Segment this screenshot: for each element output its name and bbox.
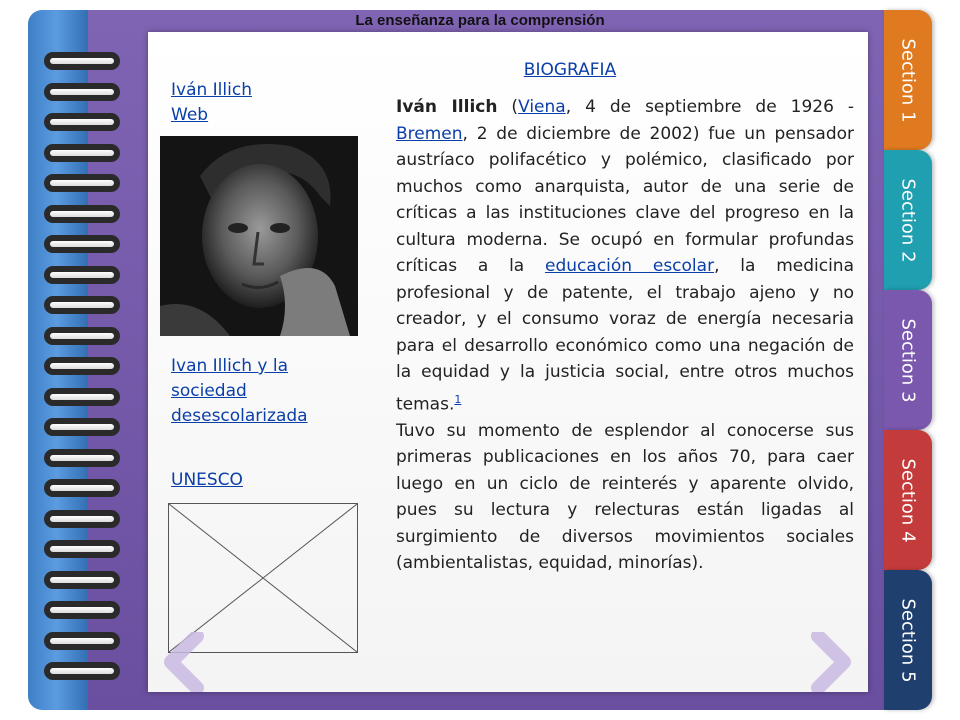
tab-label: Section 3	[897, 317, 919, 403]
binding-ring	[44, 418, 120, 436]
prev-page-button[interactable]	[155, 632, 215, 692]
link-text: UNESCO	[171, 470, 243, 490]
footnote-link[interactable]: 1	[454, 392, 462, 406]
tab-section-3[interactable]	[884, 290, 932, 430]
bio-text: (	[497, 97, 519, 117]
binding-ring	[44, 662, 120, 680]
binding-ring	[44, 144, 120, 162]
link-illich-web[interactable]	[171, 78, 252, 128]
biography-paragraph	[396, 94, 854, 577]
binding-ring	[44, 449, 120, 467]
footnote	[454, 391, 461, 407]
tab-label: Section 4	[897, 457, 919, 543]
binding-ring	[44, 540, 120, 558]
binding-ring	[44, 52, 120, 70]
tab-label: Section 2	[897, 177, 919, 263]
chevron-right-icon	[800, 632, 860, 692]
bio-text: , 4 de septiembre de 1926 -	[565, 97, 854, 117]
broken-image-icon	[169, 504, 357, 652]
bio-text: , 2 de diciembre de 2002) fue un pensador austríaco polifacético y polémico, clasificado por muchos como anarquista, autor de una serie de críticas a las instituciones clave del progreso en la cultura moderna. Se ocupó en formular profundas críticas a la	[396, 123, 854, 276]
link-line: Web	[171, 105, 209, 125]
tab-label: Section 1	[897, 37, 919, 123]
link-viena[interactable]: Viena	[518, 97, 566, 117]
binding-ring	[44, 205, 120, 223]
link-bremen[interactable]: Bremen	[396, 123, 463, 144]
binding-ring	[44, 296, 120, 314]
binding-ring	[44, 174, 120, 192]
binding-ring	[44, 113, 120, 131]
link-line: sociedad	[171, 381, 247, 401]
tab-section-5[interactable]	[884, 570, 932, 710]
page-title: La enseñanza para la comprensión	[355, 12, 605, 29]
portrait-photo	[160, 136, 358, 336]
binding-ring	[44, 388, 120, 406]
link-educacion-escolar[interactable]: educación escolar	[545, 256, 715, 276]
binding-ring	[44, 327, 120, 345]
heading-link: BIOGRAFIA	[523, 60, 617, 80]
person-name: Iván Illich	[396, 97, 498, 117]
chevron-left-icon	[155, 632, 215, 692]
portrait-photo-icon	[160, 136, 358, 336]
binding-ring	[44, 235, 120, 253]
tab-label: Section 5	[897, 597, 919, 683]
bio-text: , la medicina profesional y de patente, el trabajo ajeno y no creador, y el consumo voraz de energía necesaria para el desarrollo económico como una negación de la equidad y la justicia social, entre otros muchos temas.	[396, 256, 854, 415]
tab-section-4[interactable]	[884, 430, 932, 570]
link-line: Ivan Illich y la	[171, 356, 288, 376]
binding-ring	[44, 571, 120, 589]
link-line: Iván Illich	[171, 80, 252, 100]
bio-text-2: Tuvo su momento de esplendor al conocerse sus primeras publicaciones en los años 70, para caer luego en un ciclo de reinterés y aparente olvido, pues su lectura y relecturas están ligadas al surgimiento de diversos movimientos sociales (ambientalistas, equidad, minorías).	[396, 420, 854, 574]
next-page-button[interactable]	[800, 632, 860, 692]
tab-section-2[interactable]	[884, 150, 932, 290]
link-line: desescolarizada	[171, 406, 308, 426]
binding-ring	[44, 601, 120, 619]
link-unesco[interactable]	[171, 468, 243, 493]
binding-ring	[44, 83, 120, 101]
binding-ring	[44, 266, 120, 284]
binding-ring	[44, 357, 120, 375]
binding-ring	[44, 479, 120, 497]
broken-image-placeholder	[168, 503, 358, 653]
link-sociedad-desescolarizada[interactable]	[171, 354, 308, 429]
tab-section-1[interactable]	[884, 10, 932, 150]
binding-ring	[44, 632, 120, 650]
binding-ring	[44, 510, 120, 528]
biografia-heading[interactable]	[510, 58, 630, 83]
